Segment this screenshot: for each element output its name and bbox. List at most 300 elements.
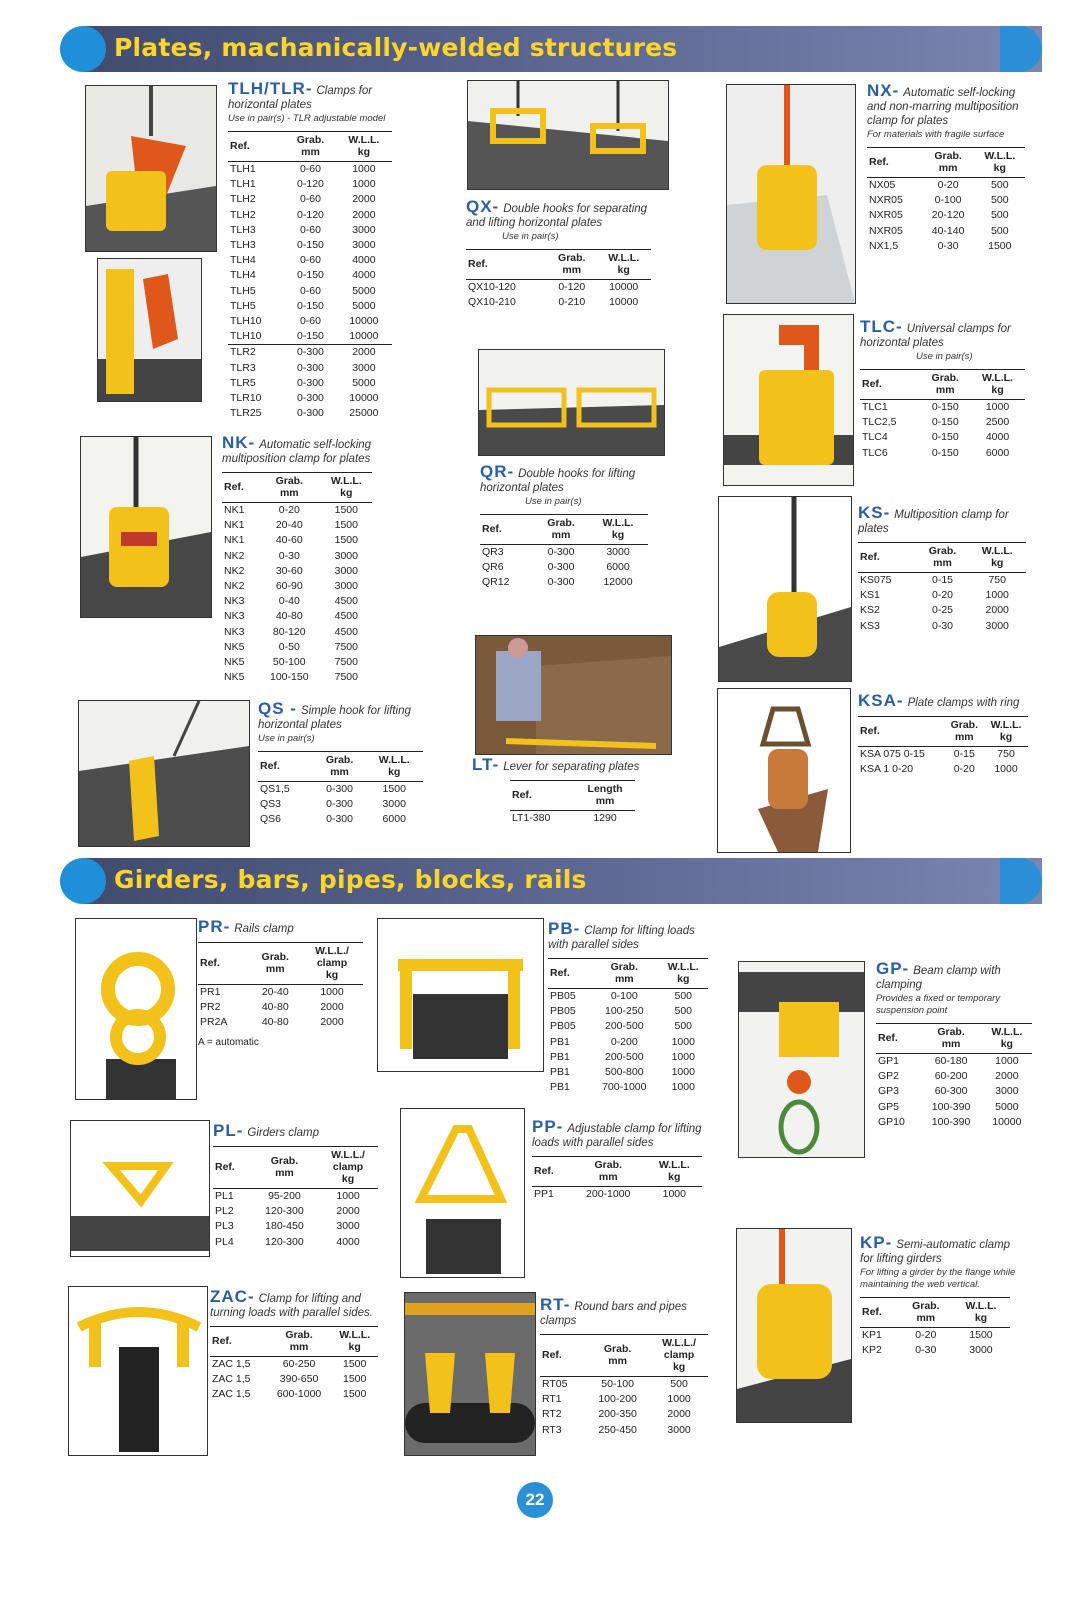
table-cell: 3000	[334, 549, 358, 562]
product-code: PB-	[548, 919, 581, 938]
column-header: Ref.	[540, 1335, 585, 1377]
product-code: QX-	[466, 197, 500, 216]
table-cell: 5000	[352, 284, 376, 297]
table-row	[548, 989, 708, 1005]
table-cell: 2000	[320, 1016, 344, 1029]
column-header: Grab. mm	[314, 752, 366, 782]
table-cell: RT3	[542, 1423, 562, 1436]
table-row	[228, 223, 392, 238]
table-row	[258, 797, 423, 812]
column-header: Ref.	[210, 1327, 267, 1357]
table-cell: 50-100	[272, 656, 306, 669]
tlc-photo	[723, 314, 854, 486]
column-header: W.L.L. kg	[331, 1327, 378, 1357]
product-title: Clamp for lifting loads with parallel sides	[548, 925, 695, 951]
table-cell: QR12	[482, 576, 510, 589]
table-cell: TLH3	[230, 223, 256, 236]
table-row	[480, 575, 648, 590]
pr-photo	[75, 918, 197, 1100]
column-header: W.L.L. kg	[588, 515, 648, 545]
product-title: Adjustable clamp for lifting loads with parallel sides	[532, 1123, 702, 1149]
product-code: LT-	[472, 755, 500, 774]
table-row	[228, 391, 392, 406]
product-pl	[213, 1121, 383, 1250]
product-ksa	[858, 691, 1033, 777]
table-cell: 200-500	[605, 1050, 644, 1063]
spec-table	[867, 147, 1025, 254]
product-rt	[540, 1295, 715, 1438]
table-cell: NK1	[224, 534, 245, 547]
section-title: Girders, bars, pipes, blocks, rails	[114, 865, 587, 894]
spec-table	[858, 716, 1028, 777]
table-cell: GP3	[878, 1085, 900, 1098]
product-code: KP-	[860, 1233, 893, 1252]
product-code: RT-	[540, 1295, 571, 1314]
table-cell: QS3	[260, 798, 282, 811]
column-header: Ref.	[876, 1024, 920, 1054]
table-cell: 20-40	[261, 986, 289, 998]
qx-photo	[467, 80, 669, 190]
column-header: Grab. mm	[251, 1147, 318, 1189]
table-cell: 6000	[985, 446, 1010, 459]
table-cell: 2000	[336, 345, 392, 361]
table-cell: 100-150	[270, 671, 309, 684]
product-title: Clamps for horizontal plates	[228, 85, 373, 111]
product-note: Use in pair(s) - TLR adjustable model	[228, 113, 386, 124]
table-cell: 0-60	[299, 193, 321, 206]
table-cell: 3000	[969, 1344, 993, 1357]
table-cell: 4000	[352, 269, 376, 282]
table-cell: 0-30	[915, 1344, 937, 1357]
table-cell: TLR5	[230, 376, 256, 389]
product-code: ZAC-	[210, 1287, 255, 1306]
table-row	[228, 208, 392, 223]
table-cell: ZAC 1,5	[212, 1388, 251, 1401]
tlr-photo	[97, 258, 202, 402]
product-ks	[858, 503, 1033, 634]
table-cell: 40-60	[275, 534, 303, 547]
table-cell: 0-100	[610, 990, 638, 1002]
column-header: Grab. mm	[922, 148, 975, 178]
table-cell: TLC6	[862, 446, 888, 459]
table-cell: TLH10	[230, 315, 262, 328]
table-cell: QR6	[482, 561, 504, 574]
table-cell: 10000	[349, 315, 379, 328]
table-cell: 25000	[349, 407, 379, 420]
column-header: W.L.L./ clamp kg	[650, 1335, 708, 1377]
table-row	[867, 208, 1025, 223]
table-cell: 0-150	[931, 431, 959, 444]
product-title: Automatic self-locking and non-marring multiposition clamp for plates	[867, 87, 1019, 127]
column-header: Grab. mm	[267, 1327, 332, 1357]
table-cell: PB05	[550, 1020, 576, 1033]
zac-photo	[68, 1286, 208, 1456]
table-cell: KS3	[860, 619, 880, 632]
table-cell: 2500	[985, 416, 1010, 429]
table-row	[548, 1004, 708, 1019]
column-header: Ref.	[860, 1298, 900, 1328]
table-row	[222, 594, 372, 609]
table-cell: KS2	[860, 604, 880, 617]
table-row	[540, 1377, 708, 1393]
table-cell: NK3	[224, 610, 245, 623]
table-cell: 0-120	[558, 281, 586, 293]
column-header: W.L.L. kg	[336, 132, 392, 162]
table-row	[858, 619, 1026, 634]
table-cell: 0-120	[297, 178, 324, 191]
table-cell: NK1	[224, 519, 245, 532]
table-cell: PB05	[550, 1005, 576, 1018]
table-cell: 1000	[985, 589, 1009, 602]
product-title: Clamp for lifting and turning loads with parallel sides.	[210, 1293, 374, 1319]
spec-table	[258, 751, 423, 828]
table-cell: 0-100	[934, 194, 962, 207]
table-cell: 3000	[382, 798, 406, 811]
table-cell: 0-15	[931, 574, 953, 586]
table-cell: NXR05	[869, 209, 903, 222]
product-pp	[532, 1117, 707, 1202]
product-note: Use in pair(s)	[258, 733, 315, 744]
table-row	[228, 192, 392, 207]
table-row	[510, 811, 635, 827]
table-cell: 60-300	[934, 1085, 968, 1098]
table-cell: 95-200	[268, 1190, 301, 1202]
table-cell: 1500	[334, 534, 358, 547]
table-cell: GP10	[878, 1115, 905, 1128]
column-header: Grab. mm	[945, 717, 985, 747]
product-title: Rails clamp	[234, 923, 294, 935]
spec-table	[228, 131, 392, 421]
table-cell: TLR10	[230, 392, 262, 405]
table-cell: 0-200	[610, 1035, 638, 1048]
pb-photo	[377, 918, 544, 1072]
table-cell: 0-20	[278, 504, 300, 516]
table-cell: RT05	[542, 1378, 568, 1390]
table-row	[222, 533, 372, 548]
table-cell: QR3	[482, 546, 504, 558]
table-cell: 500	[991, 194, 1009, 207]
table-cell: 1000	[671, 1050, 695, 1063]
table-row	[228, 238, 392, 253]
table-row	[228, 329, 392, 345]
table-cell: 2000	[995, 1070, 1019, 1083]
column-header: Ref.	[228, 132, 285, 162]
product-nx	[867, 81, 1032, 254]
product-note: Provides a fixed or temporary suspension point	[876, 993, 1001, 1016]
table-cell: 0-300	[326, 783, 353, 795]
table-cell: 20-40	[275, 519, 303, 532]
product-title: Automatic self-locking multiposition clamp for plates	[222, 439, 372, 465]
table-cell: KS075	[860, 574, 892, 586]
table-cell: PB1	[550, 1050, 570, 1063]
table-cell: RT1	[542, 1393, 562, 1406]
column-header: W.L.L. kg	[970, 370, 1025, 400]
table-cell: 200-350	[598, 1408, 637, 1421]
table-cell: TLH1	[230, 178, 256, 191]
table-row	[548, 1050, 708, 1065]
table-cell: NX05	[869, 179, 896, 191]
table-cell: TLR2	[228, 345, 285, 361]
column-header: Grab. mm	[285, 132, 336, 162]
table-cell: 0-150	[297, 299, 324, 312]
spec-table	[532, 1156, 702, 1202]
table-cell: 0-150	[297, 330, 324, 343]
table-cell: 2000	[985, 604, 1009, 617]
table-cell: TLH5	[230, 284, 256, 297]
table-cell: 7500	[334, 640, 358, 653]
table-row	[867, 193, 1025, 208]
table-cell: PL4	[215, 1235, 234, 1248]
gp-photo	[738, 961, 865, 1158]
table-cell: 2000	[352, 193, 376, 206]
table-cell: 1500	[343, 1388, 367, 1401]
table-cell: KP1	[862, 1329, 882, 1341]
table-cell: 100-250	[605, 1005, 644, 1018]
table-row	[858, 573, 1026, 589]
product-tlh	[228, 79, 398, 421]
table-row	[860, 430, 1025, 445]
table-cell: 3000	[995, 1085, 1019, 1098]
table-cell: 0-20	[931, 589, 953, 602]
table-cell: 500	[674, 990, 693, 1002]
table-cell: PR2A	[200, 1016, 228, 1029]
table-cell: 1000	[352, 163, 376, 175]
table-cell: 1500	[382, 783, 406, 795]
spec-table	[213, 1146, 378, 1250]
table-cell: 0-300	[297, 376, 324, 389]
table-cell: PL2	[215, 1205, 234, 1218]
table-row	[876, 1115, 1032, 1130]
table-row	[258, 782, 423, 798]
product-title: Girders clamp	[247, 1127, 319, 1139]
table-row	[858, 762, 1028, 777]
table-cell: 0-150	[297, 269, 324, 282]
column-header: W.L.L. kg	[365, 752, 423, 782]
table-cell: TLH2	[230, 208, 256, 221]
table-row	[876, 1069, 1032, 1084]
column-header: Grab. mm	[534, 515, 588, 545]
table-cell: TLR25	[230, 407, 262, 420]
product-code: QR-	[480, 462, 515, 481]
table-row	[222, 564, 372, 579]
table-cell: 3000	[334, 580, 358, 593]
product-code: NX-	[867, 81, 900, 100]
table-cell: QX10-210	[468, 296, 516, 309]
product-code: KS-	[858, 503, 891, 522]
spec-table	[858, 542, 1026, 634]
table-cell: 10000	[349, 330, 379, 343]
table-cell: 500	[674, 1020, 693, 1033]
table-cell: 0-30	[278, 549, 300, 562]
column-header: Grab. mm	[920, 1024, 981, 1054]
table-cell: 5000	[352, 299, 376, 312]
table-row	[867, 224, 1025, 239]
product-title: Universal clamps for horizontal plates	[860, 323, 1011, 349]
table-cell: TLH10	[230, 330, 262, 343]
spec-table	[210, 1326, 378, 1403]
table-row	[222, 625, 372, 640]
lt-photo	[475, 635, 672, 755]
table-cell: 500	[670, 1378, 688, 1390]
table-cell: 750	[997, 748, 1015, 760]
table-cell: 3000	[667, 1423, 691, 1436]
table-cell: 40-80	[261, 1001, 289, 1014]
table-cell: 3000	[352, 223, 376, 236]
table-row	[222, 640, 372, 655]
table-cell: PB1	[550, 1035, 570, 1048]
table-cell: 500	[991, 209, 1009, 222]
table-cell: 6000	[606, 561, 630, 574]
table-cell: 0-25	[931, 604, 953, 617]
product-title: Beam clamp with clamping	[876, 965, 1001, 991]
spec-table	[540, 1334, 708, 1438]
table-cell: 40-80	[261, 1016, 289, 1029]
table-row	[548, 1019, 708, 1034]
product-title: Simple hook for lifting horizontal plates	[258, 705, 411, 731]
product-tlc	[860, 317, 1035, 461]
table-row	[540, 1407, 708, 1422]
table-cell: 10000	[609, 281, 639, 293]
table-cell: 0-300	[297, 407, 324, 420]
table-row	[228, 177, 392, 192]
product-title: Round bars and pipes clamps	[540, 1301, 687, 1327]
spec-table	[510, 780, 635, 826]
column-header: W.L.L. kg	[984, 717, 1028, 747]
qs-photo	[78, 700, 250, 847]
table-cell: TLC2,5	[862, 416, 897, 429]
table-cell: TLH4	[230, 254, 256, 267]
table-cell: 0-150	[931, 416, 959, 429]
table-cell: 0-150	[931, 446, 959, 459]
table-row	[480, 545, 648, 561]
column-header: Grab. mm	[547, 250, 596, 280]
table-cell: 1000	[671, 1066, 695, 1079]
product-code: KSA-	[858, 691, 904, 710]
table-cell: ZAC 1,5	[212, 1373, 251, 1386]
ks-photo	[718, 496, 852, 682]
table-cell: 0-210	[558, 296, 586, 309]
product-pr	[198, 917, 368, 1048]
table-cell: 0-60	[299, 315, 321, 328]
column-header: Ref.	[867, 148, 922, 178]
table-row	[876, 1054, 1032, 1070]
table-row	[548, 1080, 708, 1095]
column-header: W.L.L./ clamp kg	[301, 943, 363, 985]
table-cell: 390-650	[279, 1373, 319, 1386]
table-cell: NXR05	[869, 194, 903, 207]
column-header: Ref.	[222, 473, 258, 503]
product-code: PR-	[198, 917, 231, 936]
table-cell: 1000	[336, 1190, 360, 1202]
table-cell: 500	[991, 224, 1009, 237]
column-header: Ref.	[860, 370, 921, 400]
product-code: QS -	[258, 699, 297, 718]
table-cell: 60-200	[934, 1070, 968, 1083]
table-cell: TLC4	[862, 431, 888, 444]
table-cell: 0-30	[937, 239, 959, 252]
table-cell: 1500	[969, 1329, 993, 1341]
nk-photo	[80, 436, 212, 618]
spec-table	[548, 958, 708, 1095]
table-row	[480, 560, 648, 575]
table-cell: QS1,5	[260, 783, 290, 795]
table-cell: 100-390	[931, 1100, 971, 1113]
product-kp	[860, 1233, 1020, 1358]
column-header: Grab. mm	[590, 959, 659, 989]
table-row	[222, 549, 372, 564]
tlh-photo	[85, 85, 217, 252]
product-gp	[876, 959, 1036, 1130]
column-header: Ref.	[198, 943, 250, 985]
table-row	[548, 1035, 708, 1050]
table-cell: 0-30	[931, 619, 953, 632]
table-row	[228, 345, 392, 361]
product-note: For lifting a girder by the flange while maintaining the web vertical.	[860, 1267, 1016, 1290]
table-cell: 3000	[336, 1220, 360, 1233]
product-lt	[472, 755, 672, 826]
table-cell: 60-90	[275, 580, 303, 593]
table-cell: 60-250	[282, 1358, 316, 1370]
product-note: For materials with fragile surface	[867, 129, 1005, 140]
table-cell: 1500	[343, 1358, 367, 1370]
table-row	[228, 406, 392, 421]
table-cell: PB1	[550, 1081, 570, 1094]
table-row	[540, 1392, 708, 1407]
table-cell: NK1	[224, 504, 245, 516]
column-header: W.L.L. kg	[647, 1157, 702, 1187]
table-cell: 0-300	[547, 546, 575, 558]
table-row	[466, 280, 651, 296]
table-row	[198, 985, 363, 1001]
table-cell: 5000	[995, 1100, 1019, 1113]
table-row	[198, 1015, 363, 1030]
table-cell: 0-300	[547, 561, 575, 574]
column-header: W.L.L. kg	[968, 543, 1026, 573]
column-header: Grab. mm	[258, 473, 321, 503]
table-cell: KP2	[862, 1344, 882, 1357]
table-cell: 2000	[320, 1001, 344, 1014]
table-cell: NXR05	[869, 224, 903, 237]
table-cell: 1000	[352, 178, 376, 191]
table-row	[213, 1235, 378, 1250]
product-code: NK-	[222, 433, 256, 452]
spec-table	[466, 249, 651, 310]
table-cell: 0-40	[278, 595, 300, 608]
product-note: Use in pair(s)	[502, 231, 559, 242]
table-cell: 0-60	[299, 163, 321, 175]
table-row	[228, 284, 392, 299]
table-row	[876, 1100, 1032, 1115]
table-cell: 1000	[662, 1188, 686, 1200]
table-row	[860, 1343, 1010, 1358]
ksa-photo	[717, 688, 851, 853]
table-cell: 1000	[671, 1035, 695, 1048]
table-cell: 80-120	[272, 625, 306, 638]
column-header: Grab. mm	[900, 1298, 952, 1328]
table-cell: 1000	[667, 1393, 691, 1406]
table-cell: 0-60	[299, 223, 321, 236]
table-row	[228, 361, 392, 376]
table-row	[860, 415, 1025, 430]
table-cell: 0-120	[297, 208, 324, 221]
table-cell: 500-800	[605, 1066, 644, 1079]
table-cell: 600-1000	[276, 1388, 322, 1401]
table-row	[228, 299, 392, 314]
product-pb	[548, 919, 718, 1095]
table-cell: PR1	[200, 986, 221, 998]
table-row	[540, 1423, 708, 1438]
table-row	[867, 239, 1025, 254]
